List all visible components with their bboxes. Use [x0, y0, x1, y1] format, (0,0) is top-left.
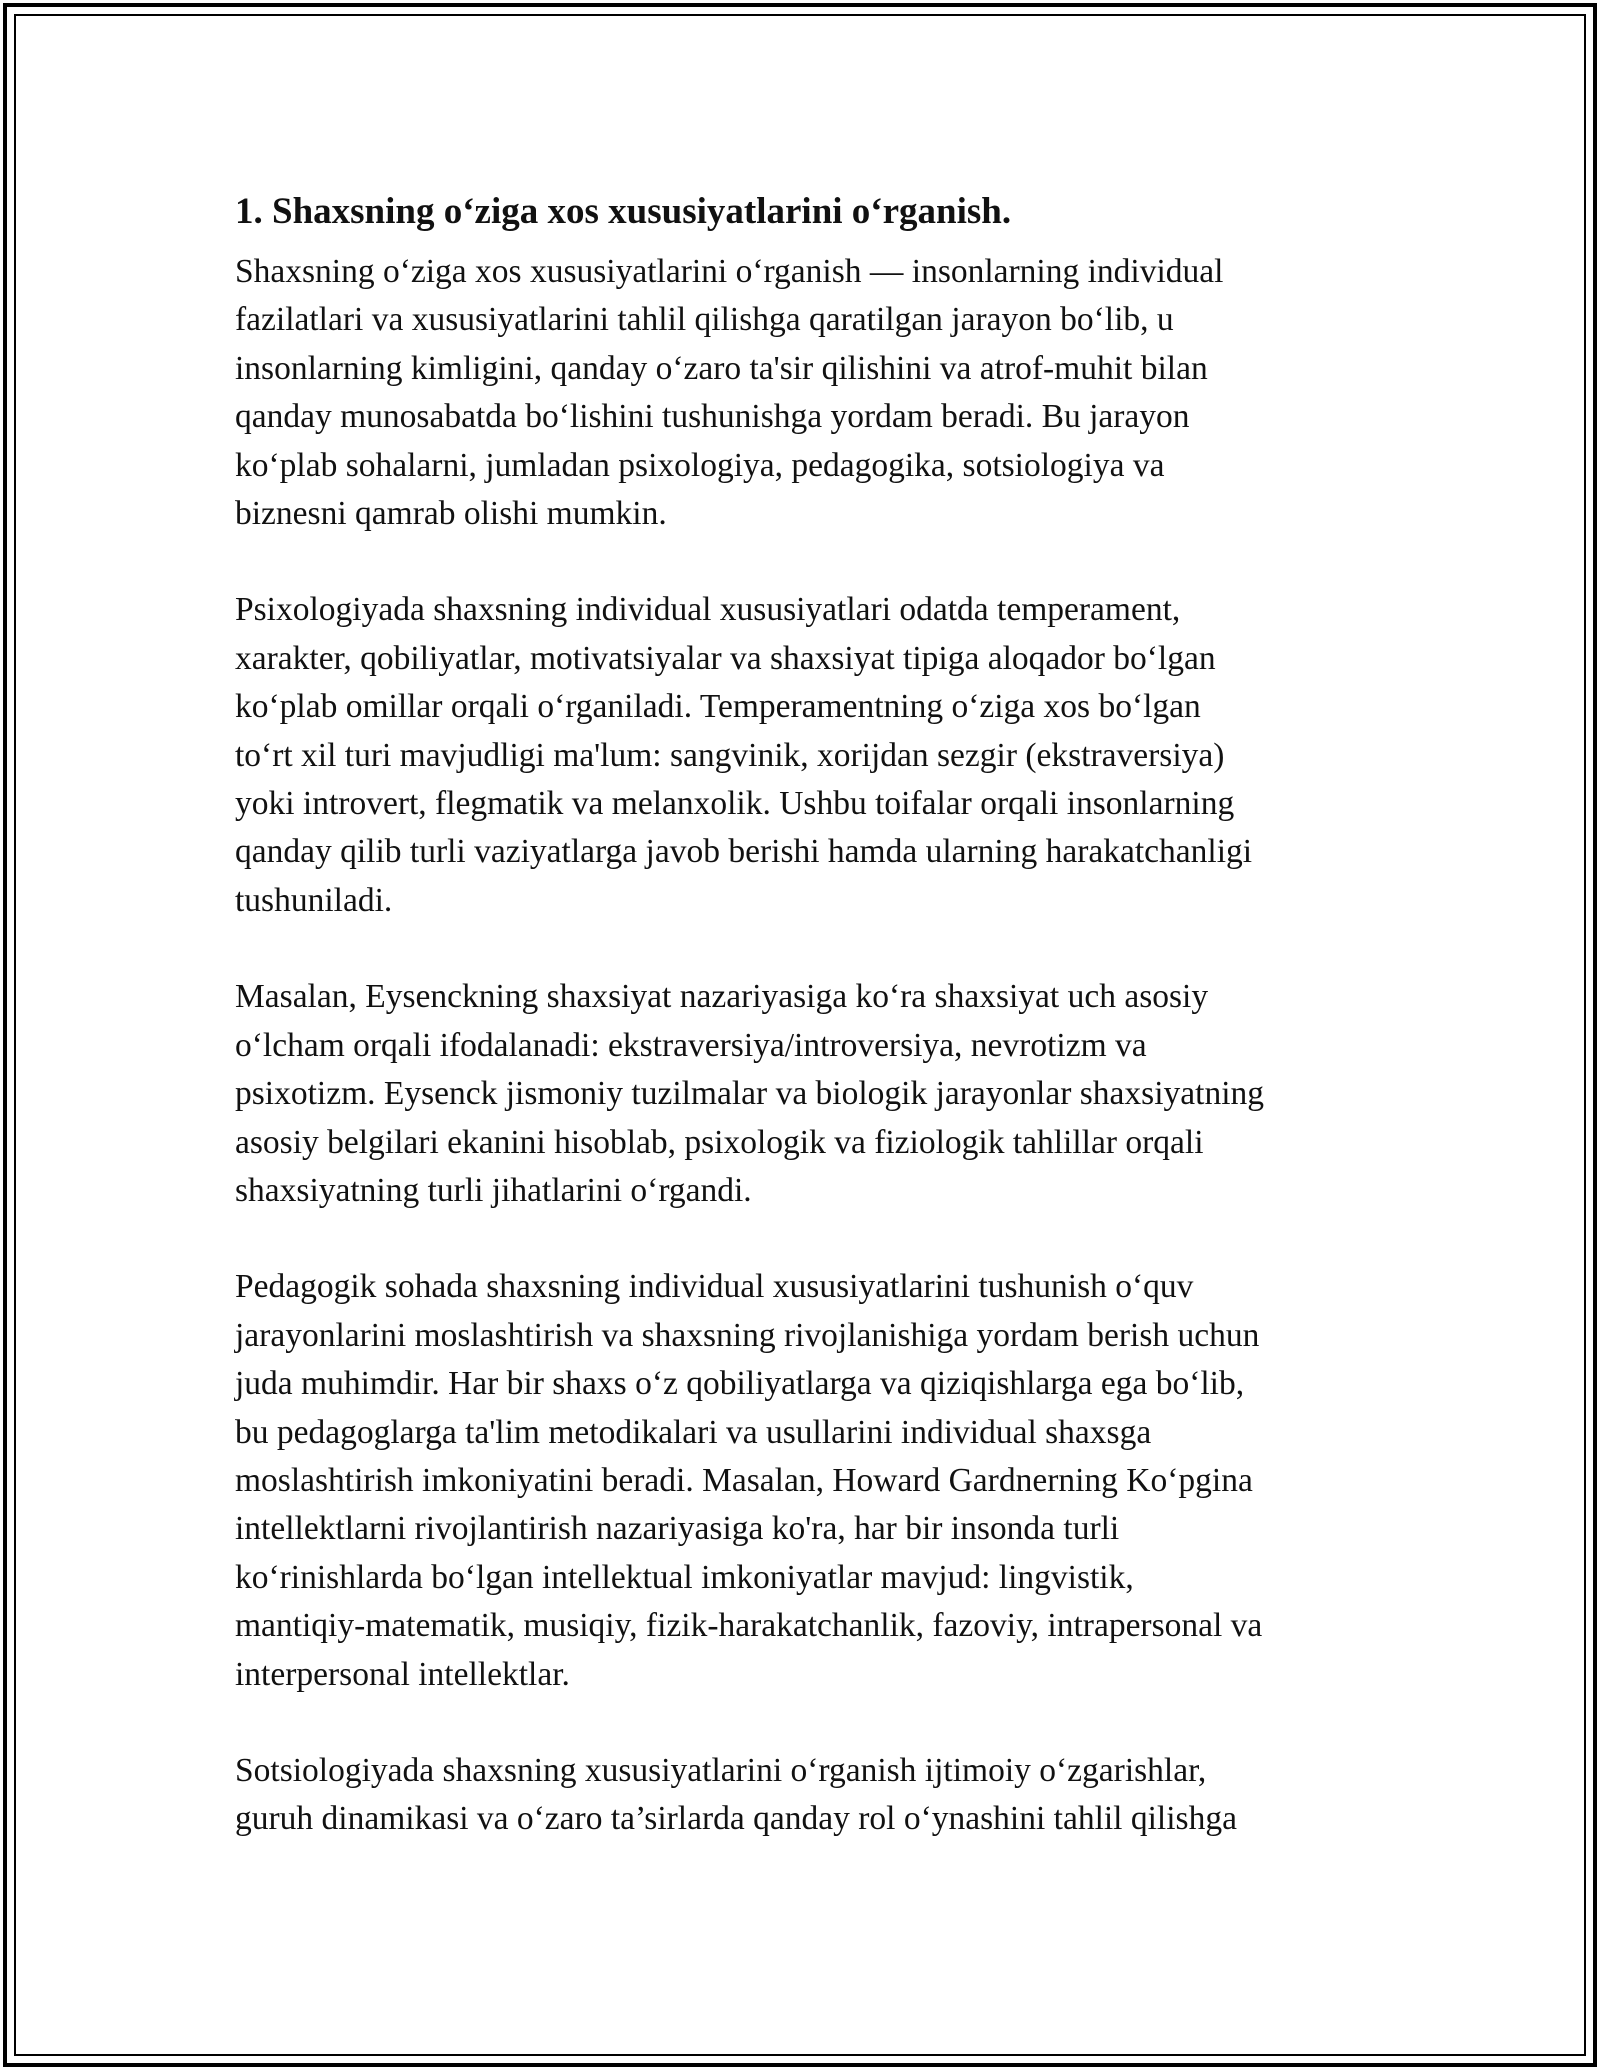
paragraph-line: qanday qilib turli vaziyatlarga javob berishi hamda ularning harakatchanligi [235, 833, 1253, 871]
paragraph-line: moslashtirish imkoniyatini beradi. Masalan, Howard Gardnerning Ko‘pgina [235, 1461, 1253, 1499]
paragraph-line: asosiy belgilari ekanini hisoblab, psixologik va fiziologik tahlillar orqali [235, 1123, 1204, 1161]
paragraphs [235, 248, 1375, 1844]
paragraph-line: interpersonal intellektlar. [235, 1655, 570, 1693]
paragraph-line: qanday munosabatda bo‘lishini tushunishga yordam beradi. Bu jarayon [235, 398, 1190, 436]
paragraph-line: ko‘plab omillar orqali o‘rganiladi. Temperamentning o‘ziga xos bo‘lgan [235, 688, 1201, 726]
paragraph-line: to‘rt xil turi mavjudligi ma'lum: sangvinik, xorijdan sezgir (ekstraversiya) [235, 736, 1225, 774]
paragraph-line: psixotizm. Eysenck jismoniy tuzilmalar va biologik jarayonlar shaxsiyatning [235, 1075, 1264, 1113]
paragraph-line: mantiqiy-matematik, musiqiy, fizik-harakatchanlik, fazoviy, intrapersonal va [235, 1607, 1263, 1645]
paragraph [235, 973, 1375, 1215]
paragraph-line: ko‘rinishlarda bo‘lgan intellektual imkoniyatlar mavjud: lingvistik, [235, 1558, 1134, 1596]
paragraph-line: bu pedagoglarga ta'lim metodikalari va usullarini individual shaxsga [235, 1413, 1152, 1451]
paragraph [235, 586, 1375, 925]
paragraph-line: shaxsiyatning turli jihatlarini o‘rgandi. [235, 1171, 752, 1209]
paragraph-line: jarayonlarini moslashtirish va shaxsning rivojlanishiga yordam berish uchun [235, 1316, 1260, 1354]
paragraph-line: intellektlarni rivojlantirish nazariyasiga ko'ra, har bir insonda turli [235, 1510, 1120, 1548]
paragraph-line: guruh dinamikasi va o‘zaro ta’sirlarda qanday rol o‘ynashini tahlil qilishga [235, 1800, 1237, 1838]
paragraph-line: fazilatlari va xususiyatlarini tahlil qilishga qaratilgan jarayon bo‘lib, u [235, 301, 1174, 339]
paragraph-line: Masalan, Eysenckning shaxsiyat nazariyasiga ko‘ra shaxsiyat uch asosiy [235, 978, 1209, 1016]
paragraph-line: juda muhimdir. Har bir shaxs o‘z qobiliyatlarga va qiziqishlarga ega bo‘lib, [235, 1365, 1245, 1403]
paragraph [235, 1263, 1375, 1699]
paragraph-line: yoki introvert, flegmatik va melanxolik. Ushbu toifalar orqali insonlarning [235, 785, 1235, 823]
paragraph-line: tushuniladi. [235, 881, 393, 919]
paragraph-line: Psixologiyada shaxsning individual xususiyatlari odatda temperament, [235, 591, 1181, 629]
paragraph-line: Sotsiologiyada shaxsning xususiyatlarini o‘rganish ijtimoiy o‘zgarishlar, [235, 1751, 1207, 1789]
paragraph [235, 248, 1375, 538]
paragraph-line: biznesni qamrab olishi mumkin. [235, 495, 667, 533]
paragraph-line: ko‘plab sohalarni, jumladan psixologiya, pedagogika, sotsiologiya va [235, 446, 1165, 484]
paragraph [235, 1747, 1375, 1844]
document-body [235, 186, 1375, 1844]
paragraph-line: Shaxsning o‘ziga xos xususiyatlarini o‘rganish — insonlarning individual [235, 253, 1224, 290]
paragraph-line: o‘lcham orqali ifodalanadi: ekstraversiya/introversiya, nevrotizm va [235, 1026, 1147, 1064]
paragraph-line: insonlarning kimligini, qanday o‘zaro ta'sir qilishini va atrof-muhit bilan [235, 349, 1208, 387]
paragraph-line: Pedagogik sohada shaxsning individual xususiyatlarini tushunish o‘quv [235, 1268, 1194, 1306]
paragraph-line: xarakter, qobiliyatlar, motivatsiyalar va shaxsiyat tipiga aloqador bo‘lgan [235, 639, 1216, 677]
section-heading: 1. Shaxsning o‘ziga xos xususiyatlarini o‘rganish. [235, 191, 1012, 232]
